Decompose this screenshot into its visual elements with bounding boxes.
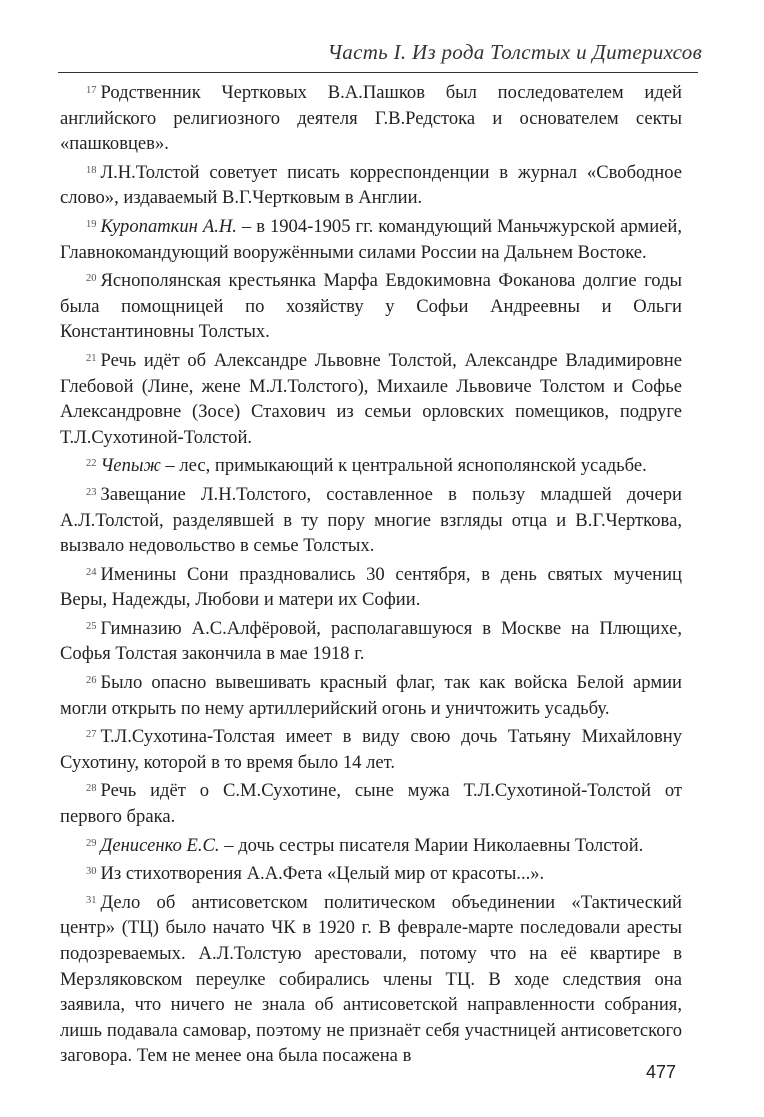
- footnote-text: Завещание Л.Н.Толстого, составленное в пользу младшей дочери А.Л.Толстой, разделявшей в ту пору многие взгляды отца и В.Г.Черткова, вызвало недовольство в семье Толстых.: [60, 483, 682, 557]
- footnote-number: 31: [86, 894, 97, 906]
- footnote-text: Дело об антисоветском политическом объединении «Тактический центр» (ТЦ) было начато ЧК в 1920 г. В феврале-марте последовали аресты подозреваемых. А.Л.Толстую арестовали, потому что на её квартире в Мерзляковском переулке собирались члены ТЦ. В ходе следствия она заявила, что ничего не знала об антисоветской направленности собрания, лишь подавала самовар, поэтому не признаёт себя участницей антисоветского заговора. Тем не менее она была посажена в: [60, 891, 682, 1067]
- header-rule: [58, 72, 698, 73]
- footnote-text: Гимназию А.С.Алфёровой, располагавшуюся в Москве на Плющихе, Софья Толстая закончила в мае 1918 г.: [60, 617, 682, 665]
- footnote-term: Денисенко Е.С.: [100, 834, 220, 856]
- footnote-text: Яснополянская крестьянка Марфа Евдокимовна Фоканова долгие годы была помощницей по хозяйству у Софьи Андреевны и Ольги Константиновны Толстых.: [60, 270, 682, 343]
- footnote-text: Речь идёт о С.М.Сухотине, сыне мужа Т.Л.Сухотиной-Толстой от первого брака.: [60, 780, 682, 828]
- footnote-number: 20: [86, 273, 97, 285]
- notes-list: [60, 80, 682, 1072]
- footnote-number: 26: [86, 675, 97, 687]
- footnote-22: [60, 453, 682, 479]
- footnote-text: – в 1904-1905 гг. командующий Маньчжурской армией, Главнокомандующий вооружёнными силами России на Дальнем Востоке.: [60, 215, 682, 263]
- footnote-number: 27: [86, 729, 97, 741]
- footnote-21: [60, 348, 682, 450]
- footnote-number: 17: [86, 85, 97, 96]
- footnote-23: [60, 482, 682, 559]
- footnote-19: [60, 214, 682, 265]
- footnote-text: Из стихотворения А.А.Фета «Целый мир от красоты...».: [100, 863, 545, 885]
- footnote-text: Было опасно вывешивать красный флаг, так как войска Белой армии могли открыть по нему артиллерийский огонь и уничтожить усадьбу.: [60, 672, 682, 719]
- footnote-text: Именины Сони праздновались 30 сентября, в день святых мучениц Веры, Надежды, Любови и матери их Софии.: [60, 563, 682, 611]
- footnote-number: 23: [86, 486, 97, 498]
- footnote-27: [60, 724, 682, 775]
- footnote-text: Речь идёт об Александре Львовне Толстой, Александре Владимировне Глебовой (Лине, жене М.Л.Толстого), Михаиле Львовиче Толстом и Софье Александровне (Зосе) Стахович из семьи орловских помещиков, подруге Т.Л.Сухотиной-Толстой.: [60, 349, 682, 448]
- footnote-term: Чепыж: [100, 455, 161, 477]
- footnote-term: Куропаткин А.Н.: [100, 215, 237, 237]
- running-head: Часть I. Из рода Толстых и Дитерихсов: [327, 40, 702, 64]
- footnote-20: [60, 268, 682, 345]
- page-number: 477: [645, 1062, 676, 1082]
- footnote-text: Т.Л.Сухотина-Толстая имеет в виду свою дочь Татьяну Михайловну Сухотину, которой в то время было 14 лет.: [60, 726, 682, 773]
- footnote-number: 22: [86, 458, 97, 470]
- footnote-number: 19: [86, 218, 97, 230]
- footnote-number: 18: [86, 164, 97, 176]
- footnote-31: [60, 890, 682, 1069]
- footnote-text: Родственник Чертковых В.А.Пашков был последователем идей английского религиозного деятеля Г.В.Редстока и основателем секты «пашковцев».: [60, 82, 682, 155]
- footnote-text: – дочь сестры писателя Марии Николаевны Толстой.: [219, 834, 644, 856]
- footnote-25: [60, 616, 682, 667]
- footnote-number: 30: [86, 866, 97, 878]
- footnote-number: 24: [86, 566, 97, 578]
- footnote-17: [60, 80, 682, 157]
- footnote-number: 25: [86, 620, 97, 632]
- footnote-18: [60, 160, 682, 211]
- footnote-24: [60, 562, 682, 613]
- footnote-28: [60, 778, 682, 829]
- footnote-text: Л.Н.Толстой советует писать корреспонденции в журнал «Свободное слово», издаваемый В.Г.Чертковым в Англии.: [60, 161, 682, 209]
- footnote-number: 21: [86, 352, 97, 364]
- footnote-26: [60, 670, 682, 721]
- footnote-29: [60, 833, 682, 859]
- footnote-number: 29: [86, 837, 97, 849]
- footnote-30: [60, 861, 682, 887]
- footnote-number: 28: [86, 783, 97, 795]
- footnote-text: – лес, примыкающий к центральной яснополянской усадьбе.: [160, 455, 647, 477]
